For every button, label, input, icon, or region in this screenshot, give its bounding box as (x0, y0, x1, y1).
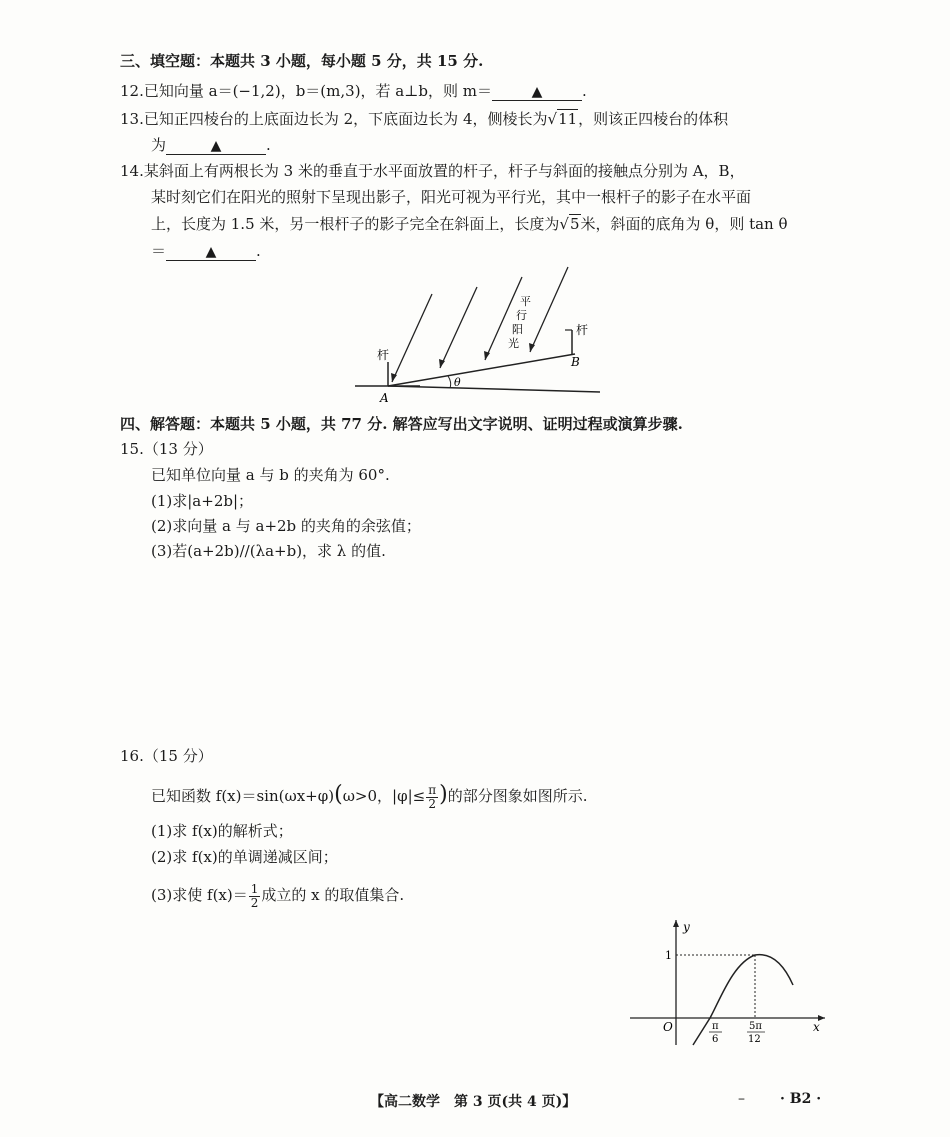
q14-number: 14. (120, 162, 144, 180)
sun-ray-4 (530, 267, 568, 352)
q16-part3-a: (3)求使 f(x)＝ (151, 886, 248, 904)
y-axis-label: y (683, 920, 690, 934)
sunlight-label-2: 行 (516, 309, 527, 322)
question-13: 13.已知正四棱台的上底面边长为 2，下底面边长为 4，侧棱长为√11，则该正四棱台的体积 (120, 110, 729, 128)
q13-period: . (266, 136, 271, 154)
x-axis-label: x (813, 1020, 820, 1034)
q14-sqrt: 5 (569, 215, 580, 233)
q13-text-b: ，则该正四棱台的体积 (578, 110, 729, 128)
section3-heading: 三、填空题：本题共 3 小题，每小题 5 分，共 15 分. (120, 52, 484, 70)
horizontal-base-line (388, 386, 600, 392)
q13-answer-blank[interactable] (166, 136, 266, 155)
triangle-icon: ▲ (205, 244, 217, 260)
y-tick-one: 1 (665, 949, 672, 962)
page-code: · B2 · (780, 1091, 822, 1107)
theta-arc (448, 376, 451, 388)
page-footer: 【高二数学 第 3 页(共 4 页)】 (370, 1094, 577, 1110)
q15-header: 15.（13 分） (120, 440, 213, 458)
q13-text: 已知正四棱台的上底面边长为 2，下底面边长为 4，侧棱长为 (143, 110, 548, 128)
sunlight-label-3: 阳 (512, 323, 523, 336)
pole-right-label: 杆 (576, 323, 589, 337)
section4-heading: 四、解答题：本题共 5 小题，共 77 分. 解答应写出文字说明、证明过程或演算步骤. (120, 415, 683, 433)
footer-dash: – (738, 1091, 745, 1107)
triangle-icon: ▲ (531, 84, 543, 100)
origin-label: O (663, 1020, 673, 1034)
q12-period: . (581, 82, 587, 100)
theta-label: θ (454, 376, 461, 389)
q16-intro-c: 的部分图象如图所示. (447, 787, 588, 805)
sun-ray-1 (392, 294, 432, 382)
q14-equals: ＝ (151, 242, 167, 260)
pi-over-2-fraction: $\frac{\pi}{2}$ (428, 782, 437, 811)
sine-graph-figure (625, 915, 835, 1050)
x-tick-5pi-12-den: 12 (748, 1034, 761, 1045)
q15-part3: (3)若(a+2b)//(λa+b)，求 λ 的值. (151, 542, 386, 560)
slope-line (388, 354, 575, 386)
q14-text-3a: 上，长度为 1.5 米，另一根杆子的影子完全在斜面上，长度为 (151, 215, 560, 233)
q13-text-c: 为 (151, 136, 167, 154)
q16-intro: 已知函数 f(x)＝sin(ωx+φ)(ω>0，|φ|≤ $\frac{\pi}{2}$ )的部分图象如图所示. (151, 782, 588, 811)
q16-part2: (2)求 f(x)的单调递减区间； (151, 848, 338, 866)
q16-intro-a: 已知函数 f(x)＝sin(ωx+φ) (151, 787, 335, 805)
sunlight-label-4: 光 (508, 337, 519, 350)
question-14-line4 (151, 240, 261, 262)
slope-poles-figure (350, 262, 610, 407)
question-14-line3: 上，长度为 1.5 米，另一根杆子的影子完全在斜面上，长度为√5米，斜面的底角为 θ，则 tan θ (151, 215, 788, 233)
pole-left-label: 杆 (377, 348, 390, 362)
q15-intro: 已知单位向量 a 与 b 的夹角为 60°. (151, 466, 390, 484)
q13-sqrt: 11 (558, 110, 578, 128)
point-b-label: B (571, 355, 580, 369)
one-half-fraction: $\frac{1}{2}$ (250, 881, 259, 910)
question-14-line1 (120, 160, 745, 182)
q14-text-3b: 米，斜面的底角为 θ，则 tan θ (580, 215, 788, 233)
q16-intro-b: ω>0，|φ|≤ (342, 787, 426, 805)
question-14-line2: 某时刻它们在阳光的照射下呈现出影子，阳光可视为平行光，其中一根杆子的影子在水平面 (151, 188, 752, 206)
question-12 (120, 80, 587, 102)
q13-number: 13. (120, 110, 144, 128)
q16-part1: (1)求 f(x)的解析式； (151, 822, 293, 840)
sun-ray-2 (440, 287, 477, 368)
q16-part3 (151, 880, 404, 910)
x-tick-5pi-12-num: 5π (749, 1021, 762, 1032)
q15-part1: (1)求|a+2b|； (151, 492, 254, 510)
q16-header: 16.（15 分） (120, 747, 213, 765)
x-tick-pi-6-num: π (712, 1021, 719, 1032)
q12-answer-blank[interactable] (492, 82, 582, 101)
triangle-icon: ▲ (210, 138, 222, 154)
sine-curve (693, 955, 793, 1045)
q15-part2: (2)求向量 a 与 a+2b 的夹角的余弦值； (151, 517, 421, 535)
q14-answer-blank[interactable] (166, 242, 256, 261)
x-tick-pi-6-den: 6 (712, 1034, 719, 1045)
sunlight-label-1: 平 (520, 295, 531, 308)
question-13-cont (151, 134, 271, 156)
q16-part3-b: 成立的 x 的取值集合. (261, 886, 405, 904)
q12-number: 12. (120, 82, 144, 100)
q14-period: . (256, 242, 261, 260)
q14-text-1: 某斜面上有两根长为 3 米的垂直于水平面放置的杆子，杆子与斜面的接触点分别为 A，B， (143, 162, 745, 180)
q12-text: 已知向量 a＝(−1,2)，b＝(m,3)，若 a⊥b，则 m＝ (143, 82, 492, 100)
y-axis-arrow (673, 920, 679, 927)
point-a-label: A (380, 391, 389, 405)
